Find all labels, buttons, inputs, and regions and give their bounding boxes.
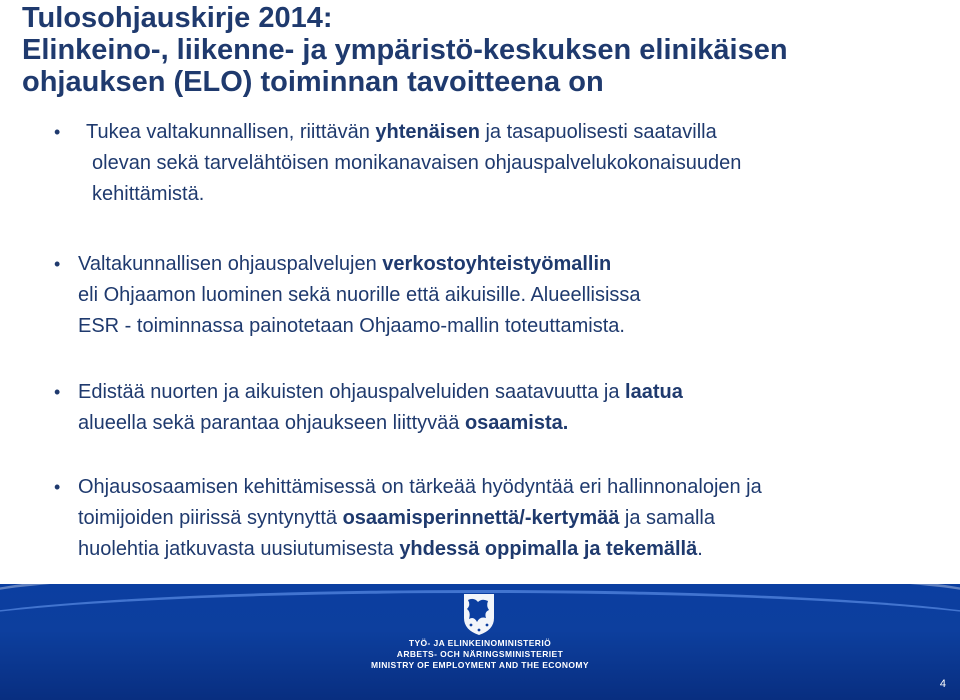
slide-title (22, 2, 942, 98)
bullet-text: eli Ohjaamon luominen sekä nuorille että aikuisille. Alueellisissa (78, 284, 641, 306)
bullet-text: ESR - toiminnassa painotetaan Ohjaamo-mallin toteuttamista. (78, 315, 625, 337)
title-line-2: Elinkeino-, liikenne- ja ympäristö-keskuksen elinikäisen (22, 34, 788, 66)
bullet-dot: • (54, 477, 61, 497)
bullet-item-2 (54, 249, 934, 342)
bullet-dot: • (54, 122, 61, 142)
ministry-name-english: MINISTRY OF EMPLOYMENT AND THE ECONOMY (371, 660, 589, 670)
bullet-line (54, 377, 934, 408)
bullet-text: alueella sekä parantaa ohjaukseen liittyvää (78, 412, 465, 434)
ministry-name-finnish: TYÖ- JA ELINKEINOMINISTERIÖ (408, 638, 552, 648)
bullet-item-3 (54, 377, 934, 439)
bullet-text: ja samalla (619, 507, 715, 529)
bullet-line (54, 311, 934, 342)
bullet-text-bold: verkostoyhteistyömallin (382, 253, 612, 275)
bullet-text: toimijoiden piirissä syntynyttä (78, 507, 343, 529)
bullet-text: kehittämistä. (92, 183, 205, 205)
bullet-text-bold: yhtenäisen (375, 121, 480, 143)
ministry-name-swedish: ARBETS- OCH NÄRINGSMINISTERIET (396, 649, 564, 659)
page-number: 4 (939, 678, 946, 690)
ministry-name (360, 638, 600, 671)
bullet-text: ja tasapuolisesti saatavilla (479, 121, 717, 143)
bullet-line (54, 117, 934, 148)
bullet-line (54, 148, 934, 179)
bullet-dot: • (54, 382, 61, 402)
bullet-text-bold: laatua (625, 381, 683, 403)
bullet-text-bold: osaamisperinnettä/-kertymää (342, 507, 620, 529)
bullet-line (54, 408, 934, 439)
bullet-text: Edistää nuorten ja aikuisten ohjauspalveluiden saatavuutta ja (78, 381, 626, 403)
bullet-line (54, 503, 934, 534)
bullet-item-1 (54, 117, 934, 210)
title-line-1: Tulosohjauskirje 2014: (22, 2, 333, 34)
bullet-text: . (697, 538, 703, 560)
bullet-line (54, 280, 934, 311)
bullet-line (54, 534, 934, 565)
bullet-line (54, 179, 934, 210)
bullet-line (54, 249, 934, 280)
bullet-text-bold: yhdessä oppimalla ja tekemällä (399, 538, 698, 560)
bullet-text-bold: osaamista. (464, 412, 569, 434)
bullet-text: Ohjausosaamisen kehittämisessä on tärkeää hyödyntää eri hallinnonalojen ja (78, 476, 762, 498)
title-line-3: ohjauksen (ELO) toiminnan tavoitteena on (22, 66, 604, 98)
bullet-text: huolehtia jatkuvasta uusiutumisesta (78, 538, 400, 560)
bullet-line (54, 472, 934, 503)
bullet-text: olevan sekä tarvelähtöisen monikanavaisen ohjauspalvelukokonaisuuden (92, 152, 742, 174)
lion-coat-of-arms-icon (462, 592, 496, 636)
bullet-text: Valtakunnallisen ohjauspalvelujen (78, 253, 383, 275)
bullet-text: Tukea valtakunnallisen, riittävän (86, 121, 376, 143)
bullet-dot: • (54, 254, 61, 274)
bullet-item-4 (54, 472, 934, 565)
